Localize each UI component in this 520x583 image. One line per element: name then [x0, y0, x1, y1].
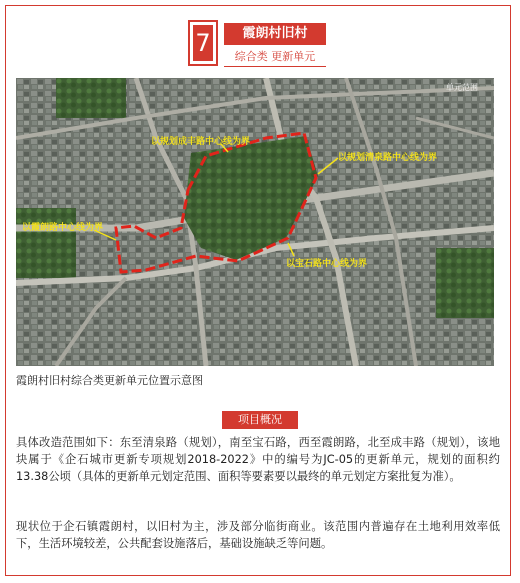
unit-subtitle: 综合类 更新单元 — [224, 48, 326, 67]
map-caption: 霞朗村旧村综合类更新单元位置示意图 — [16, 374, 203, 387]
unit-title: 霞朗村旧村 — [224, 23, 326, 45]
paragraph-status: 现状位于企石镇霞朗村，以旧村为主，涉及部分临街商业。该范围内普遍存在土地利用效率低下，生活环境较差，公共配套设施落后，基础设施缺乏等问题。 — [16, 520, 500, 550]
west-boundary-label: 以霞朗路中心线为界 — [22, 223, 104, 233]
paragraph-scope: 具体改造范围如下：东至清泉路（规划），南至宝石路，西至霞朗路，北至成丰路（规划），该地块属于《企石城市更新专项规划2018-2022》中的编号为JC-05的更新单元，规划的面积约13.38公顷（具体的更新单元划定范围、面积等要素要以最终的单元划定方案批复为准）。 — [16, 436, 500, 483]
satellite-map — [16, 78, 494, 366]
east-boundary-label: 以规划清泉路中心线为界 — [338, 153, 438, 163]
south-boundary-label: 以宝石路中心线为界 — [286, 259, 368, 269]
map-svg — [16, 78, 494, 366]
green-area-north — [56, 78, 126, 118]
unit-range-label: 单元范围 — [446, 83, 478, 92]
unit-number-badge — [188, 20, 218, 66]
green-area-west — [16, 208, 76, 278]
unit-number: 7 — [193, 25, 213, 61]
section-title: 项目概况 — [222, 411, 298, 429]
green-area-east — [436, 248, 494, 318]
north-boundary-label: 以规划成丰路中心线为界 — [151, 137, 251, 147]
